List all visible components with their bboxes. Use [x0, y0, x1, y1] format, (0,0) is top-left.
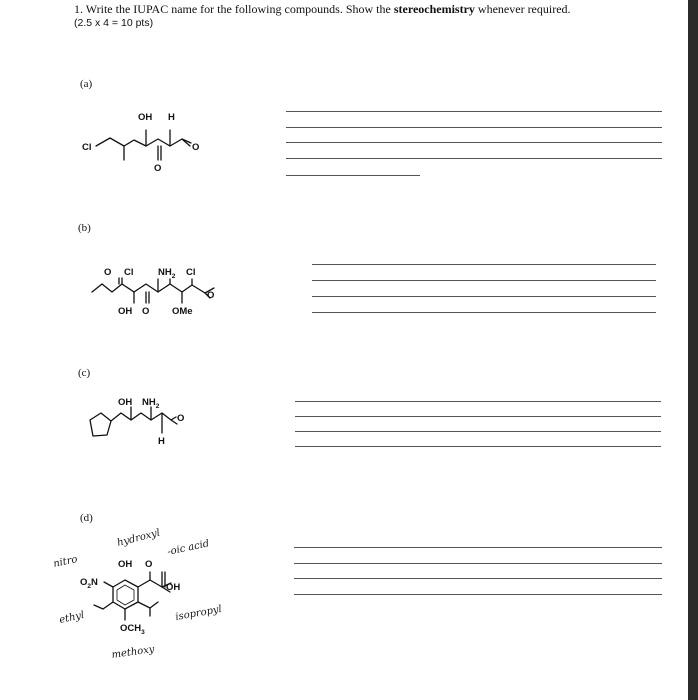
- atom-d-oh2: OH: [166, 582, 181, 593]
- structure-a-bonds: [96, 130, 191, 160]
- atom-a-cl: Cl: [82, 142, 92, 153]
- atom-b-nh: $NH_2$: [158, 267, 176, 280]
- handwritten-isopropyl: isopropyl: [174, 603, 223, 623]
- atom-a-oh: OH: [138, 112, 153, 123]
- atom-c-o: O: [177, 413, 185, 424]
- handwritten-oic-acid: -oic acid: [166, 538, 211, 558]
- question-points: (2.5 x 4 = 10 pts): [74, 17, 154, 29]
- atom-b-oh: OH: [118, 306, 133, 317]
- atom-d-o: O: [145, 559, 153, 570]
- atom-b-cl1: Cl: [124, 267, 134, 278]
- part-a-label: (a): [80, 78, 93, 90]
- atom-d-no2: $O_2N$: [80, 577, 98, 590]
- atom-d-oh: OH: [118, 559, 133, 570]
- question-bold-word: stereochemistry: [393, 2, 475, 16]
- handwritten-ethyl: ethyl: [58, 609, 86, 626]
- handwritten-methoxy: methoxy: [110, 644, 156, 661]
- atom-a-o1: O: [192, 142, 200, 153]
- part-c-label: (c): [78, 367, 91, 379]
- handwritten-hydroxyl: hydroxyl: [116, 527, 162, 549]
- atom-a-o2: O: [154, 163, 162, 174]
- structure-d-bonds: [94, 572, 171, 620]
- question-number: 1.: [74, 2, 83, 16]
- atom-c-h: H: [158, 436, 165, 447]
- atom-c-nh: $NH_2$: [142, 397, 160, 410]
- atom-a-h: H: [168, 112, 175, 123]
- question-text: Write the IUPAC name for the following compounds. Show the: [85, 2, 391, 16]
- part-b-label: (b): [78, 222, 91, 234]
- atom-b-ome: OMe: [172, 306, 193, 317]
- structure-b-bonds: [92, 278, 214, 303]
- structure-c-bonds: [90, 407, 177, 436]
- handwritten-nitro: nitro: [52, 554, 79, 570]
- atom-c-oh: OH: [118, 397, 133, 408]
- atom-b-o-end: O: [207, 290, 215, 301]
- part-d-label: (d): [80, 512, 93, 524]
- atom-b-o-top: O: [104, 267, 112, 278]
- question-text-end: whenever required.: [477, 2, 571, 16]
- atom-b-cl2: Cl: [186, 267, 196, 278]
- atom-d-och3: $OCH_3$: [120, 623, 145, 636]
- atom-b-o-bottom: O: [142, 306, 150, 317]
